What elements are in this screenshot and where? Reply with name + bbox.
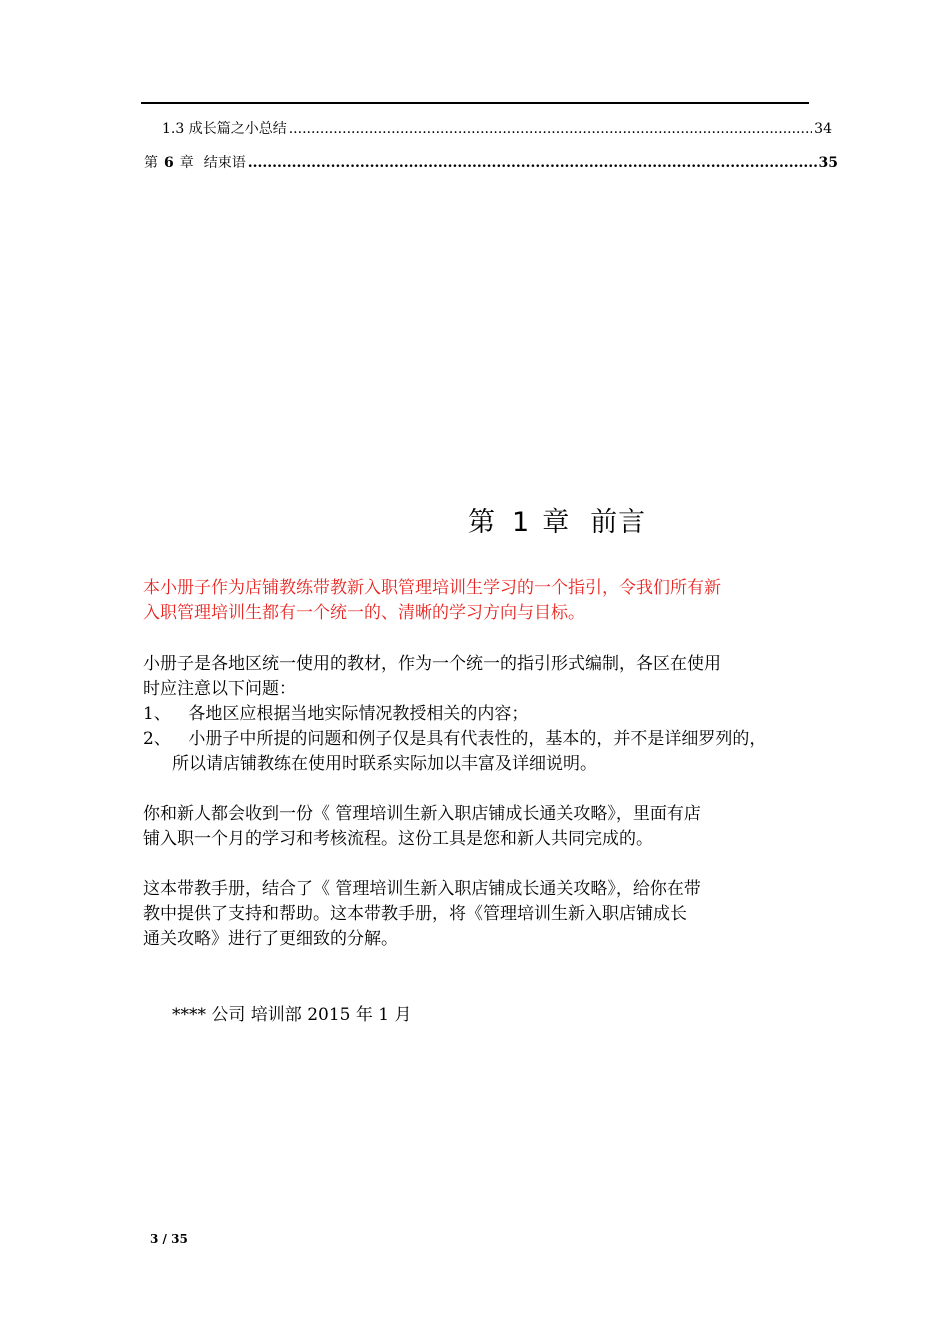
header-rule	[141, 102, 809, 104]
list-text: 小册子中所提的问题和例子仅是具有代表性的，基本的，并不是详细罗列的，	[183, 729, 767, 749]
text-line: 时应注意以下问题：	[143, 679, 296, 699]
paragraph-toolkit	[143, 802, 701, 852]
toc-dot-leader	[248, 155, 817, 171]
text-line: 这本带教手册，结合了《 管理培训生新入职店铺成长通关攻略》，给你在带	[143, 879, 701, 899]
paragraph-usage	[143, 652, 721, 702]
list-item-continuation: 所以请店铺教练在使用时联系实际加以丰富及详细说明。	[172, 754, 597, 774]
toc-entry-1-3[interactable]	[162, 118, 832, 138]
list-number: 2、	[143, 729, 171, 749]
chapter-heading	[468, 500, 646, 539]
toc-chapter-number: 6	[164, 155, 174, 171]
chapter-number: 1	[512, 507, 531, 538]
list-item	[143, 727, 766, 752]
toc-chapter-suffix: 章	[179, 155, 194, 171]
text-line: 小册子是各地区统一使用的教材，作为一个统一的指引形式编制，各区在使用	[143, 654, 721, 674]
list-number: 1、	[143, 704, 171, 724]
intro-paragraph-red	[143, 576, 721, 626]
list-text: 各地区应根据当地实际情况教授相关的内容；	[183, 704, 529, 724]
toc-chapter-prefix: 第	[144, 155, 158, 171]
text-line: 铺入职一个月的学习和考核流程。这份工具是您和新人共同完成的。	[143, 829, 653, 849]
chapter-suffix: 章	[542, 507, 571, 538]
toc-entry-title: 结束语	[203, 155, 246, 171]
text-line: 入职管理培训生都有一个统一的、清晰的学习方向与目标。	[143, 603, 585, 623]
page-number: 3 / 35	[150, 1232, 188, 1246]
toc-entry-page: 34	[814, 121, 832, 137]
toc-entry-title: 1.3 成长篇之小总结	[162, 121, 287, 137]
text-line: 你和新人都会收到一份《 管理培训生新入职店铺成长通关攻略》，里面有店	[143, 804, 701, 824]
chapter-prefix: 第	[468, 507, 496, 538]
toc-dot-leader	[289, 121, 812, 137]
text-line: 通关攻略》进行了更细致的分解。	[143, 929, 398, 949]
text-line: 本小册子作为店铺教练带教新入职管理培训生学习的一个指引，令我们所有新	[143, 578, 721, 598]
text-line: 教中提供了支持和帮助。这本带教手册，将《管理培训生新入职店铺成长	[143, 904, 687, 924]
toc-entry-page: 35	[818, 155, 838, 171]
toc-entry-chapter-6[interactable]	[144, 152, 838, 172]
signature-line: **** 公司 培训部 2015 年 1 月	[172, 1005, 412, 1025]
list-item	[143, 702, 528, 727]
chapter-title: 前言	[590, 507, 647, 538]
paragraph-handbook	[143, 877, 701, 952]
